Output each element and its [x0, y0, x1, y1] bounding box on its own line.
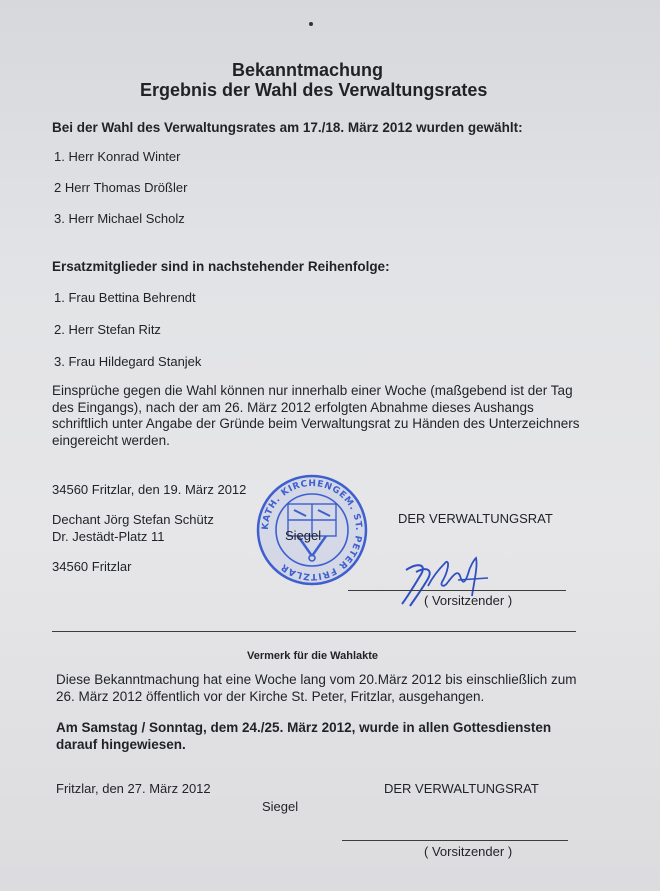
elected-item: 3. Herr Michael Scholz [54, 211, 185, 226]
section-divider [52, 631, 576, 632]
seal-ring-text: KATH. KIRCHENGEM. ST. PETER FRITZLAR [260, 478, 364, 582]
note-heading: Vermerk für die Wahlakte [247, 650, 379, 662]
substitute-item: 3. Frau Hildegard Stanjek [54, 354, 202, 369]
objection-paragraph: Einsprüche gegen die Wahl können nur innerhalb einer Woche (maßgebend ist der Tag des Eingangs), nach der am 26. März 2012 erfolgten Abnahme dieses Aushangs schriftlich unter Angabe der Gründe beim Verwaltungsrat zu Händen des Unterzeichners eingereicht werden. [52, 383, 580, 448]
sender-city: 34560 Fritzlar [52, 559, 132, 574]
footer-place-date: Fritzlar, den 27. März 2012 [56, 781, 211, 796]
elected-item: 1. Herr Konrad Winter [54, 149, 181, 164]
chairman-role: ( Vorsitzender ) [424, 593, 513, 608]
document-title: Bekanntmachung [232, 60, 384, 80]
sender-place-date: 34560 Fritzlar, den 19. März 2012 [52, 482, 247, 497]
document-subtitle: Ergebnis der Wahl des Verwaltungsrates [140, 80, 488, 100]
footer-chairman-role: ( Vorsitzender ) [424, 844, 513, 859]
paper-speck [309, 22, 313, 26]
council-label: DER VERWALTUNGSRAT [398, 511, 553, 526]
footer-signature-line [342, 840, 568, 841]
note-paragraph: Diese Bekanntmachung hat eine Woche lang vom 20.März 2012 bis einschließlich zum 26. März 2012 öffentlich vor der Kirche St. Peter, Fritzlar, ausgehangen. [56, 672, 577, 704]
signature-line [348, 590, 566, 591]
footer-council-label: DER VERWALTUNGSRAT [384, 781, 539, 796]
note-bold-paragraph: Am Samstag / Sonntag, dem 24./25. März 2012, wurde in allen Gottesdiensten darauf hingewiesen. [56, 720, 552, 752]
sender-name: Dechant Jörg Stefan Schütz [52, 512, 214, 527]
seal-label: Siegel [285, 528, 322, 543]
elected-heading: Bei der Wahl des Verwaltungsrates am 17./18. März 2012 wurden gewählt: [52, 120, 523, 135]
substitute-item: 1. Frau Bettina Behrendt [54, 290, 196, 305]
elected-item: 2 Herr Thomas Drößler [54, 180, 188, 195]
substitutes-heading: Ersatzmitglieder sind in nachstehender Reihenfolge: [52, 259, 390, 274]
substitute-item: 2. Herr Stefan Ritz [54, 322, 161, 337]
sender-street: Dr. Jestädt-Platz 11 [52, 529, 165, 544]
footer-seal-label: Siegel [262, 799, 299, 814]
